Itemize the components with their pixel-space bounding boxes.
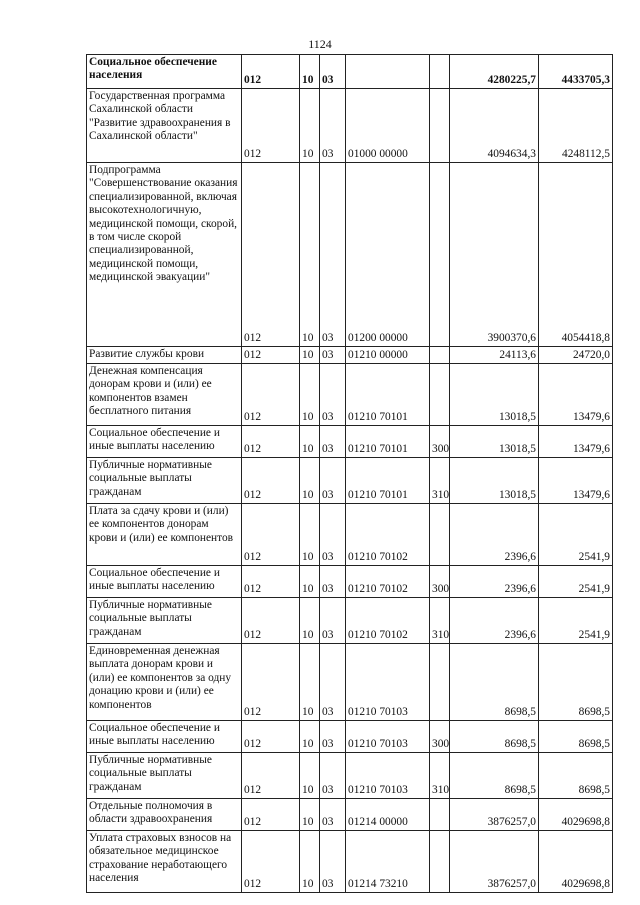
budget-item-name: Плата за сдачу крови и (или) ее компонентов донорам крови и (или) ее компонентов: [87, 504, 242, 566]
budget-item-name: Публичные нормативные социальные выплаты гражданам: [87, 753, 242, 799]
expense-type-code: [430, 55, 450, 89]
amount-first-year: 8698,5: [450, 644, 539, 721]
subsection-code: 03: [320, 598, 346, 644]
subsection-code: 03: [320, 55, 346, 89]
budget-item-name: Уплата страховых взносов на обязательное медицинское страхование неработающего населения: [87, 831, 242, 893]
amount-first-year: 8698,5: [450, 721, 539, 753]
amount-first-year: 2396,6: [450, 598, 539, 644]
target-article-code: 01200 00000: [346, 163, 430, 347]
section-code: 10: [300, 566, 320, 598]
amount-first-year: 3876257,0: [450, 799, 539, 831]
target-article-code: 01210 00000: [346, 347, 430, 364]
ministry-code: 012: [242, 566, 300, 598]
ministry-code: 012: [242, 753, 300, 799]
section-code: 10: [300, 426, 320, 458]
amount-second-year: 4248112,5: [539, 89, 613, 163]
budget-item-name: Единовременная денежная выплата донорам крови и (или) ее компонентов за одну донацию крови и (или) ее компонентов: [87, 644, 242, 721]
section-code: 10: [300, 753, 320, 799]
amount-second-year: 8698,5: [539, 753, 613, 799]
section-code: 10: [300, 644, 320, 721]
budget-item-name: Государственная программа Сахалинской области "Развитие здравоохранения в Сахалинской области": [87, 89, 242, 163]
expense-type-code: 300: [430, 566, 450, 598]
amount-first-year: 13018,5: [450, 364, 539, 426]
budget-table-body: [87, 55, 613, 893]
amount-second-year: 2541,9: [539, 566, 613, 598]
table-row: [87, 831, 613, 893]
amount-first-year: 13018,5: [450, 426, 539, 458]
amount-second-year: 4054418,8: [539, 163, 613, 347]
budget-item-name: Публичные нормативные социальные выплаты гражданам: [87, 598, 242, 644]
subsection-code: 03: [320, 347, 346, 364]
table-row: [87, 753, 613, 799]
expense-type-code: 300: [430, 426, 450, 458]
section-code: 10: [300, 458, 320, 504]
ministry-code: 012: [242, 721, 300, 753]
target-article-code: 01210 70102: [346, 504, 430, 566]
ministry-code: 012: [242, 458, 300, 504]
page-number: 1124: [308, 37, 332, 51]
section-code: 10: [300, 504, 320, 566]
amount-first-year: 2396,6: [450, 504, 539, 566]
subsection-code: 03: [320, 566, 346, 598]
budget-item-name: Публичные нормативные социальные выплаты гражданам: [87, 458, 242, 504]
amount-second-year: 13479,6: [539, 426, 613, 458]
expense-type-code: 310: [430, 458, 450, 504]
target-article-code: 01214 00000: [346, 799, 430, 831]
section-code: 10: [300, 799, 320, 831]
section-code: 10: [300, 347, 320, 364]
budget-item-name: Подпрограмма "Совершенствование оказания специализированной, включая высокотехнологичную, медицинской помощи, скорой, в том числе скорой специализированной, медицинской помощи, медицинской эвакуации": [87, 163, 242, 347]
subsection-code: 03: [320, 831, 346, 893]
target-article-code: 01210 70101: [346, 426, 430, 458]
subsection-code: 03: [320, 89, 346, 163]
subsection-code: 03: [320, 721, 346, 753]
section-code: 10: [300, 598, 320, 644]
table-row: [87, 426, 613, 458]
amount-first-year: 2396,6: [450, 566, 539, 598]
expense-type-code: [430, 644, 450, 721]
budget-item-name: Развитие службы крови: [87, 347, 242, 364]
amount-first-year: 24113,6: [450, 347, 539, 364]
expense-type-code: 310: [430, 753, 450, 799]
section-code: 10: [300, 831, 320, 893]
ministry-code: 012: [242, 364, 300, 426]
expense-type-code: 300: [430, 721, 450, 753]
target-article-code: 01210 70101: [346, 364, 430, 426]
budget-item-name: Социальное обеспечение и иные выплаты населению: [87, 721, 242, 753]
amount-first-year: 3900370,6: [450, 163, 539, 347]
section-code: 10: [300, 55, 320, 89]
table-row: [87, 89, 613, 163]
ministry-code: 012: [242, 426, 300, 458]
table-row: [87, 566, 613, 598]
subsection-code: 03: [320, 799, 346, 831]
amount-first-year: 4094634,3: [450, 89, 539, 163]
amount-second-year: 13479,6: [539, 364, 613, 426]
table-row: [87, 644, 613, 721]
target-article-code: 01210 70103: [346, 644, 430, 721]
target-article-code: 01210 70103: [346, 721, 430, 753]
budget-table: [86, 54, 613, 893]
table-row: [87, 598, 613, 644]
section-code: 10: [300, 721, 320, 753]
expense-type-code: [430, 163, 450, 347]
table-row: [87, 163, 613, 347]
table-row: [87, 458, 613, 504]
subsection-code: 03: [320, 644, 346, 721]
amount-second-year: 2541,9: [539, 504, 613, 566]
budget-item-name: Социальное обеспечение и иные выплаты населению: [87, 566, 242, 598]
budget-item-name: Социальное обеспечение и иные выплаты населению: [87, 426, 242, 458]
amount-first-year: 8698,5: [450, 753, 539, 799]
target-article-code: 01210 70103: [346, 753, 430, 799]
ministry-code: 012: [242, 644, 300, 721]
ministry-code: 012: [242, 163, 300, 347]
ministry-code: 012: [242, 598, 300, 644]
table-row: [87, 55, 613, 89]
expense-type-code: [430, 347, 450, 364]
target-article-code: 01210 70102: [346, 598, 430, 644]
target-article-code: 01214 73210: [346, 831, 430, 893]
amount-second-year: 4029698,8: [539, 799, 613, 831]
subsection-code: 03: [320, 426, 346, 458]
amount-second-year: 8698,5: [539, 721, 613, 753]
expense-type-code: [430, 89, 450, 163]
budget-item-name: Отдельные полномочия в области здравоохранения: [87, 799, 242, 831]
table-row: [87, 364, 613, 426]
target-article-code: 01210 70102: [346, 566, 430, 598]
table-row: [87, 504, 613, 566]
table-row: [87, 799, 613, 831]
amount-second-year: 4433705,3: [539, 55, 613, 89]
expense-type-code: [430, 799, 450, 831]
target-article-code: [346, 55, 430, 89]
budget-item-name: Социальное обеспечение населения: [87, 55, 242, 89]
amount-second-year: 4029698,8: [539, 831, 613, 893]
section-code: 10: [300, 364, 320, 426]
ministry-code: 012: [242, 504, 300, 566]
subsection-code: 03: [320, 364, 346, 426]
table-row: [87, 347, 613, 364]
expense-type-code: 310: [430, 598, 450, 644]
subsection-code: 03: [320, 458, 346, 504]
amount-second-year: 13479,6: [539, 458, 613, 504]
amount-second-year: 2541,9: [539, 598, 613, 644]
target-article-code: 01210 70101: [346, 458, 430, 504]
section-code: 10: [300, 89, 320, 163]
subsection-code: 03: [320, 753, 346, 799]
amount-second-year: 8698,5: [539, 644, 613, 721]
section-code: 10: [300, 163, 320, 347]
expense-type-code: [430, 364, 450, 426]
ministry-code: 012: [242, 799, 300, 831]
amount-first-year: 4280225,7: [450, 55, 539, 89]
ministry-code: 012: [242, 831, 300, 893]
subsection-code: 03: [320, 504, 346, 566]
target-article-code: 01000 00000: [346, 89, 430, 163]
amount-first-year: 13018,5: [450, 458, 539, 504]
amount-first-year: 3876257,0: [450, 831, 539, 893]
ministry-code: 012: [242, 347, 300, 364]
expense-type-code: [430, 831, 450, 893]
table-row: [87, 721, 613, 753]
expense-type-code: [430, 504, 450, 566]
amount-second-year: 24720,0: [539, 347, 613, 364]
budget-item-name: Денежная компенсация донорам крови и (или) ее компонентов взамен бесплатного питания: [87, 364, 242, 426]
ministry-code: 012: [242, 55, 300, 89]
subsection-code: 03: [320, 163, 346, 347]
ministry-code: 012: [242, 89, 300, 163]
